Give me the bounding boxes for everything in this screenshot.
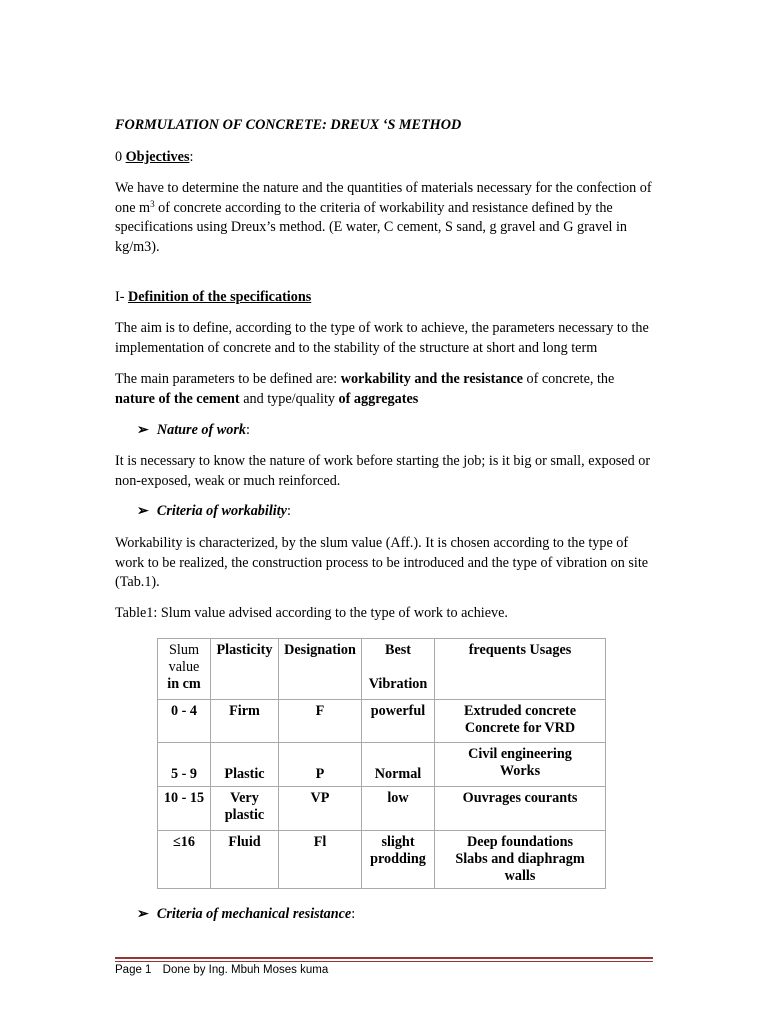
usage-line: Deep foundations [466,834,574,850]
bullet-label: Criteria of workability [156,503,287,519]
bullet-colon: : [351,906,356,922]
usage-line: Concrete for VRD [464,720,576,736]
cell-usages [435,831,606,889]
arrow-bullet-icon: ➢ [137,503,149,519]
cell-slum: ≤16 [158,831,211,889]
bullet-criteria-mechanical-resistance [137,905,355,925]
footer-rule-thin [115,961,653,962]
cell-vibration: low [362,787,435,831]
header-plasticity: Plasticity [211,639,279,700]
table-row [158,743,606,787]
footer-author: Done by Ing. Mbuh Moses kuma [162,964,329,976]
cell-plasticity: Plastic [211,743,279,787]
header-slum-line1: Slum [169,642,199,658]
table-row [158,787,606,831]
header-usages: frequents Usages [435,639,606,700]
objectives-label: Objectives [125,149,190,165]
bullet-label: Criteria of mechanical resistance [156,906,352,922]
cell-slum: 5 - 9 [158,743,211,787]
table-row [158,831,606,889]
section-1-prefix: I- [115,289,128,305]
main-params-text-3: and type/quality [239,390,339,407]
objectives-heading [115,148,655,168]
main-params-bold-1: workability and the resistance [340,371,523,387]
workability-paragraph: Workability is characterized, by the slum value (Aff.). It is chosen according to the type of work to be realized, the construction process to be introduced and the type of vibration on site (Tab.1). [115,535,649,590]
cell-designation: VP [279,787,362,831]
objectives-colon: : [189,149,194,165]
header-best: Best [384,642,411,658]
cell-usages: Ouvrages courants [435,787,606,831]
bullet-colon: : [245,422,250,438]
header-vibration: Vibration [368,676,428,692]
bullet-criteria-workability [137,502,291,522]
table-row [158,700,606,743]
header-slum [158,639,211,700]
plasticity-line: Very [230,790,259,806]
cell-plasticity: Fluid [211,831,279,889]
aim-paragraph: The aim is to define, according to the type of work to achieve, the parameters necessary to the implementation of concrete and to the stability of the structure at short and long term [115,320,649,356]
main-params-text-2: of concrete, the [522,371,615,387]
vibration-line: slight [381,834,415,850]
usage-line: Works [499,763,541,779]
cell-designation: P [279,743,362,787]
arrow-bullet-icon: ➢ [137,906,149,922]
footer-rule-thick [115,957,653,959]
cell-usages [435,700,606,743]
main-params-text-1: The main parameters to be defined are: [115,371,341,387]
table-header-row [158,639,606,700]
main-parameters-paragraph [115,370,655,409]
section-1-heading [115,288,655,308]
usage-line: Slabs and diaphragm walls [455,851,585,884]
document-title: FORMULATION OF CONCRETE: DREUX ‘S METHOD [115,117,462,133]
cell-vibration: Normal [362,743,435,787]
cell-vibration [362,831,435,889]
cell-slum: 0 - 4 [158,700,211,743]
cell-designation: Fl [279,831,362,889]
page-footer [115,964,328,976]
vibration-line: prodding [370,851,426,867]
cell-vibration: powerful [362,700,435,743]
nature-paragraph: It is necessary to know the nature of work before starting the job; is it big or small, exposed or non-exposed, weak or much reinforced. [115,453,651,489]
header-best-vibration [362,639,435,700]
bullet-colon: : [286,503,291,519]
cell-usages [435,743,606,787]
header-designation: Designation [279,639,362,700]
usage-line: Extruded concrete [463,703,577,719]
cell-plasticity [211,787,279,831]
main-params-bold-3: of aggregates [338,390,419,407]
header-slum-line2: value [168,659,200,675]
cell-slum: 10 - 15 [158,787,211,831]
main-params-bold-2: nature of the cement [115,390,240,407]
arrow-bullet-icon: ➢ [137,422,149,438]
objectives-text-1: We have to determine the nature and the quantities of materials necessary for the confection of one m [115,180,652,216]
slum-value-table [157,638,606,889]
section-number: 0 [115,149,123,165]
cell-designation: F [279,700,362,743]
page-number: Page 1 [115,964,152,976]
table-caption: Table1: Slum value advised according to the type of work to achieve. [115,605,508,621]
section-1-label: Definition of the specifications [128,289,312,305]
header-slum-line3: in cm [167,676,201,692]
usage-line: Civil engineering [468,746,572,762]
objectives-text-2: of concrete according to the criteria of workability and resistance defined by the specifications using Dreux’s method. (E water, C cement, S sand, g gravel and G gravel in kg/m3). [115,199,628,255]
plasticity-line: plastic [224,807,265,823]
superscript: 3 [150,198,155,209]
objectives-paragraph [115,179,655,257]
bullet-label: Nature of work [156,422,246,438]
cell-plasticity: Firm [211,700,279,743]
bullet-nature-of-work [137,421,250,441]
